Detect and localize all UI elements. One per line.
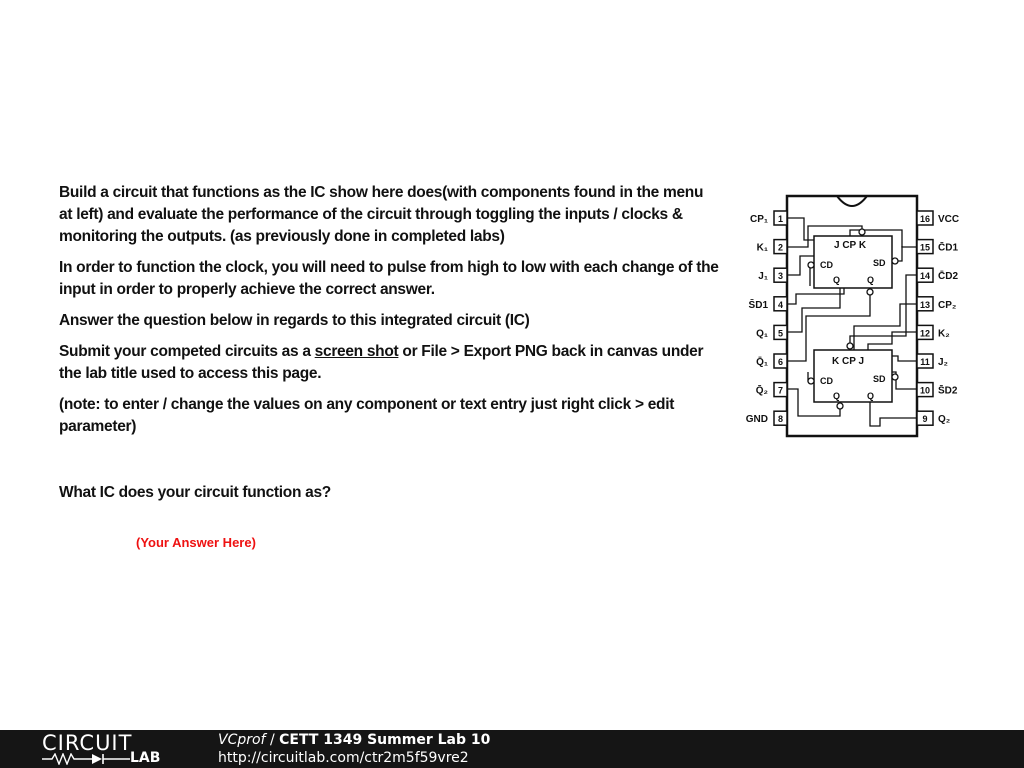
left-pin-group bbox=[746, 211, 787, 425]
ff1-inputs-label: J CP K bbox=[834, 240, 867, 251]
instruction-build: Build a circuit that functions as the IC show here does(with components found in the menu at left) and evaluate the performance of the circuit through toggling the inputs / clocks & monitoring the outputs. (as previously done in completed labs) bbox=[59, 184, 704, 245]
pin-number: 9 bbox=[922, 414, 928, 425]
logo-lab-text: LAB bbox=[130, 750, 161, 766]
ic-pin-right bbox=[917, 325, 950, 339]
instruction-submit bbox=[59, 341, 719, 385]
instruction-note: (note: to enter / change the values on any component or text entry just right click > edit parameter) bbox=[59, 396, 675, 435]
ff1-qbar-label: Q bbox=[867, 275, 875, 285]
answer-text-entry[interactable]: (Your Answer Here) bbox=[136, 535, 256, 550]
circuit-name-link[interactable]: CETT 1349 Summer Lab 10 bbox=[279, 732, 491, 748]
pin-number: 5 bbox=[777, 328, 784, 339]
pin-label: Q₁ bbox=[756, 328, 768, 340]
ic-pin-left bbox=[756, 325, 787, 339]
pin-number: 1 bbox=[777, 214, 784, 224]
ic-pin-left bbox=[756, 354, 787, 368]
pin-label: C̄D2 bbox=[938, 271, 959, 283]
pin-label: K₂ bbox=[938, 328, 950, 340]
ic-pin-left bbox=[746, 411, 787, 425]
ff2-inputs-label: K CP J bbox=[832, 356, 865, 367]
ic-pin-left bbox=[750, 211, 787, 225]
ic-pin-right bbox=[917, 240, 958, 254]
screen-shot-text: screen shot bbox=[314, 343, 399, 360]
pin-number: 16 bbox=[919, 214, 931, 224]
instructions-text bbox=[59, 182, 719, 447]
ic-pin-right bbox=[917, 383, 958, 397]
ff2-q-label: Q bbox=[833, 391, 841, 401]
ic-pinout-diagram bbox=[730, 186, 975, 441]
resistor-diode-logo-icon bbox=[42, 753, 130, 765]
logo-circuit-text: CIRCUIT bbox=[42, 731, 133, 755]
pin-number: 4 bbox=[777, 299, 784, 310]
pin-number: 7 bbox=[777, 385, 784, 396]
submit-text-after: or File > Export PNG back in canvas under the lab title used to access this page. bbox=[59, 343, 704, 382]
pin-label: GND bbox=[745, 414, 768, 426]
pin-label: VCC bbox=[938, 214, 960, 225]
pin-label: Q̄₁ bbox=[756, 357, 768, 368]
ic-pin-right bbox=[917, 411, 950, 425]
pin-number: 12 bbox=[919, 328, 931, 339]
right-pin-group bbox=[917, 211, 959, 425]
ic-pin-left bbox=[749, 297, 787, 311]
ic-pin-left bbox=[756, 383, 787, 397]
pin-number: 8 bbox=[777, 414, 784, 425]
pin-label: S̄D1 bbox=[748, 299, 768, 311]
pin-label: K₁ bbox=[756, 242, 768, 254]
submit-text-before: Submit your competed circuits as a bbox=[59, 343, 315, 360]
pin-number: 6 bbox=[777, 357, 784, 367]
ff2-sd-label: SD bbox=[873, 374, 886, 384]
title-separator: / bbox=[265, 732, 280, 748]
pin-label: Q₂ bbox=[938, 414, 951, 426]
ic-pin-left bbox=[757, 240, 787, 254]
pin-number: 13 bbox=[919, 299, 931, 310]
circuit-url[interactable]: http://circuitlab.com/ctr2m5f59vre2 bbox=[218, 750, 469, 766]
pin-label: J₂ bbox=[938, 357, 949, 368]
ic-pin-left bbox=[758, 268, 787, 282]
pin-number: 3 bbox=[777, 271, 784, 282]
pin-label: S̄D2 bbox=[938, 385, 958, 397]
pin-label: CP₂ bbox=[938, 299, 957, 311]
footer-bar bbox=[0, 730, 1024, 768]
pin-label: J₁ bbox=[758, 271, 768, 283]
circuit-title bbox=[218, 731, 490, 749]
pin-number: 15 bbox=[919, 242, 931, 253]
pin-number: 11 bbox=[920, 357, 930, 367]
pin-label: CP₁ bbox=[749, 214, 768, 225]
ic-pin-right bbox=[917, 211, 959, 225]
ic-pin-right bbox=[917, 268, 958, 282]
pin-label: Q̄₂ bbox=[755, 385, 768, 397]
circuitlab-logo[interactable] bbox=[42, 732, 176, 766]
pin-number: 14 bbox=[919, 271, 931, 282]
pin-number: 10 bbox=[919, 385, 931, 396]
pin-number: 2 bbox=[777, 242, 784, 253]
ff1-sd-label: SD bbox=[873, 258, 886, 268]
instruction-clock: In order to function the clock, you will need to pulse from high to low with each change of the input in order to properly achieve the correct answer. bbox=[59, 259, 719, 298]
ic-pin-right bbox=[917, 297, 956, 311]
author-link[interactable]: VCprof bbox=[218, 732, 266, 748]
ff1-q-label: Q bbox=[833, 275, 841, 285]
ff1-cd-label: CD bbox=[820, 260, 833, 270]
ff2-qbar-label: Q bbox=[867, 391, 875, 401]
instruction-answer: Answer the question below in regards to this integrated circuit (IC) bbox=[59, 312, 530, 329]
ff2-cd-label: CD bbox=[820, 376, 833, 386]
pin-label: C̄D1 bbox=[938, 242, 959, 254]
ic-pin-right bbox=[917, 354, 948, 368]
question-text: What IC does your circuit function as? bbox=[59, 484, 331, 501]
